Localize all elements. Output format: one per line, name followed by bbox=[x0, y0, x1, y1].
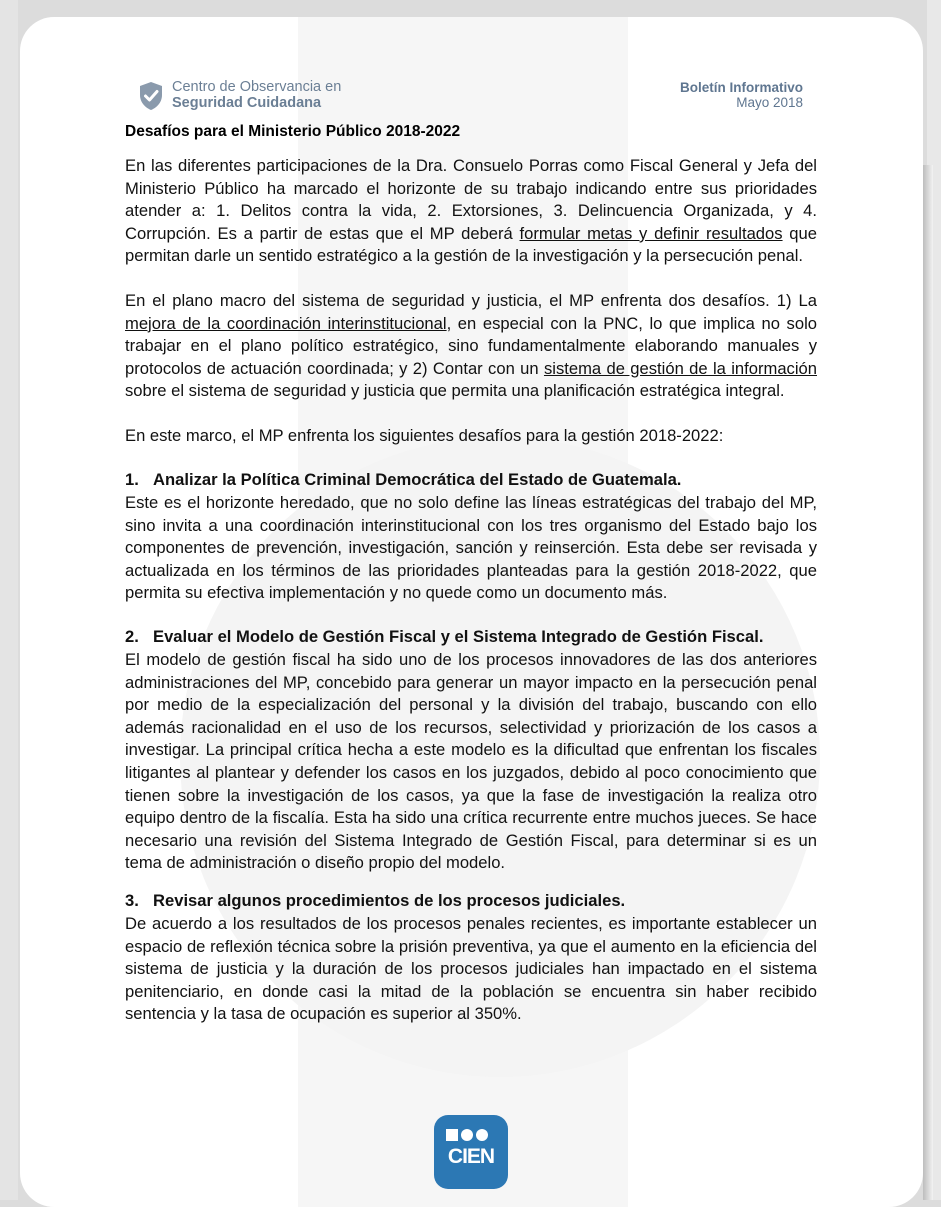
bulletin-title: Boletín Informativo bbox=[679, 80, 803, 95]
cien-logo bbox=[434, 1115, 508, 1189]
bulletin-info bbox=[680, 81, 803, 110]
logo-square bbox=[446, 1129, 458, 1141]
paragraph-macro-text-end: sobre el sistema de seguridad y justicia que permita una planificación estratégica integral. bbox=[125, 381, 785, 401]
section-number: 2. bbox=[125, 627, 139, 646]
section-body: Este es el horizonte heredado, que no solo define las líneas estratégicas del trabajo del MP, sino invita a una coordinación interinstitucional con los tres organismo del Estado bajo los componentes de prevención, investigación, sanción y reinserción. Esta debe ser revisada y actualizada en los términos de las prioridades planteadas para la gestión 2018-2022, que permita su efectiva implementación y no quede como un documento más. bbox=[125, 493, 817, 603]
logo-dot bbox=[461, 1129, 473, 1141]
section-number: 1. bbox=[125, 470, 139, 489]
cien-logo-word: CIEN bbox=[447, 1145, 495, 1168]
section-heading bbox=[125, 469, 681, 491]
paragraph-intro bbox=[125, 155, 817, 268]
org-name-line1: Centro de Observancia en bbox=[172, 79, 342, 95]
underlined-phrase: mejora de la coordinación interinstitucional bbox=[125, 313, 447, 333]
page-content bbox=[20, 17, 923, 1207]
section-body: De acuerdo a los resultados de los procesos penales recientes, es importante establecer un espacio de reflexión técnica sobre la prisión preventiva, ya que el aumento en la eficiencia del sistema de justicia y la duración de los procesos judiciales han impactado en el sistema penitenciario, en donde casi la mitad de la población se encuentra sin haber recibido sentencia y la tasa de ocupación es superior al 350%. bbox=[125, 914, 817, 1024]
paragraph-macro-text-mid: , en especial con la PNC, lo que implica no solo trabajar en el plano político estratégico, sino fundamentalmente elaborando manuales y protocolos de actuación coordinada; y 2) Contar con un bbox=[125, 313, 817, 378]
paragraph-intro-text-end: que permitan darle un sentido estratégico a la gestión de la investigación y la persecución penal. bbox=[125, 223, 817, 266]
paragraph-macro-text: En el plano macro del sistema de seguridad y justicia, el MP enfrenta dos desafíos. 1) La bbox=[125, 291, 817, 310]
logo-dot bbox=[476, 1129, 488, 1141]
document-title: Desafíos para el Ministerio Público 2018-2022 bbox=[125, 123, 461, 140]
frame-left bbox=[0, 0, 18, 1200]
section-number: 3. bbox=[125, 891, 139, 910]
bulletin-date: Mayo 2018 bbox=[736, 94, 803, 110]
paragraph-macro bbox=[125, 290, 817, 403]
page-edge-shadow bbox=[923, 165, 933, 1200]
paragraph-intro-text: En las diferentes participaciones de la Dra. Consuelo Porras como Fiscal General y Jefa del Ministerio Público ha marcado el horizonte de su trabajo indicando entre sus prioridades atender a: 1. Delitos contra la vida, 2. Extorsiones, 3. Delincuencia Organizada, y 4. Corrupción. Es a partir de estas que el MP deberá bbox=[125, 156, 817, 243]
paragraph-framework: En este marco, el MP enfrenta los siguientes desafíos para la gestión 2018-2022: bbox=[125, 426, 724, 445]
section-title: Revisar algunos procedimientos de los procesos judiciales. bbox=[153, 891, 626, 910]
org-logo bbox=[138, 79, 341, 111]
document-page bbox=[20, 17, 923, 1207]
underlined-phrase: formular metas y definir resultados bbox=[519, 223, 783, 243]
underlined-phrase: sistema de gestión de la información bbox=[543, 358, 817, 378]
section-body: El modelo de gestión fiscal ha sido uno de los procesos innovadores de las dos anteriores administraciones del MP, concebido para generar un mayor impacto en la persecución penal por medio de la especialización del personal y la división del trabajo, buscando con ello además racionalidad en el uso de los recursos, selectividad y priorización de los casos a investigar. La principal crítica hecha a este modelo es la dificultad que enfrentan los fiscales litigantes al plantear y defender los casos en los juzgados, debido al poco conocimiento que tienen sobre la investigación de los casos, ya que la fase de investigación la realiza otro equipo dentro de la fiscalía. Esta ha sido una crítica recurrente entre muchos jueces. Se hace necesario una revisión del Sistema Integrado de Gestión Fiscal, para determinar si es un tema de administración o diseño propio del modelo. bbox=[125, 650, 817, 873]
section-heading bbox=[125, 626, 763, 648]
section-title: Analizar la Política Criminal Democrática del Estado de Guatemala. bbox=[153, 470, 682, 489]
section-heading bbox=[125, 890, 625, 912]
org-name-line2: Seguridad Cuidadana bbox=[172, 95, 322, 111]
cien-logo-mark bbox=[446, 1129, 491, 1141]
section-title: Evaluar el Modelo de Gestión Fiscal y el Sistema Integrado de Gestión Fiscal. bbox=[153, 627, 764, 646]
shield-check-icon bbox=[138, 81, 164, 111]
